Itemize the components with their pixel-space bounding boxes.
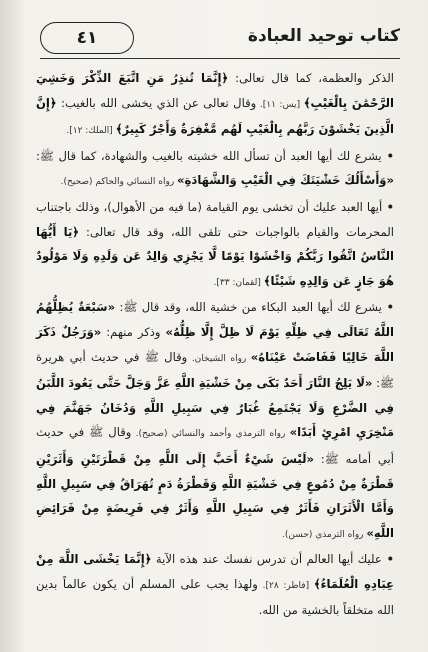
body-text: الذكر والعظمة، كما قال تعالى: [228,71,394,85]
quote-text: ﴿إِنَّمَا تُنذِرُ مَنِ اتَّبَعَ الذِّكْرَ وَخَشِيَ الرَّحْمَٰنَ بِالْغَيْبِ﴾ [36,71,394,110]
page-header [40,22,400,56]
body-text: يشرع لك أيها العبد البكاء من خشية الله، وقد قال ﷺ: [115,300,382,315]
body-text: عليك أيها العالم أن تدرس نفسك عند هذه الآية [151,552,382,567]
quote-text: «سَبْعَةٌ يُظِلُّهُمُ اللَّهُ تَعَالَى فِي ظِلِّهِ يَوْمَ لَا ظِلَّ إِلَّا ظِلُّهُ» [36,300,394,339]
citation: [الملك: ١٢]. [66,126,116,137]
quote-text: «لَا يَلِجُ النَّارَ أَحَدٌ بَكَى مِنْ خَشْيَةِ اللَّهِ عَزَّ وَجَلَّ حَتَّى يَعُودَ اللَّبَنُ فِي الضَّرْعِ وَلَا يَجْتَمِعُ غُبَارٌ فِي سَبِيلِ اللَّهِ وَدُخَانُ جَهَنَّمَ فِي مَنْخِرَيِ امْرِئٍ أَبَدًا» [36,376,395,440]
page-number: ٤١ [40,22,134,54]
quote-text: «وَأَسْأَلُكَ خَشْيَتَكَ فِي الْغَيْبِ وَالشَّهَادَةِ» [177,173,394,188]
citation: رواه الترمذي (حسن). [282,529,367,540]
paragraph-p5 [36,547,394,623]
body-text: أيها العبد عليك أن تخشى يوم القيامة (ما فيه من الأهوال)، وذلك باجتناب المحرمات والقيام بالواجبات حتى تلقى الله، وقد قال تعالى: [36,199,395,239]
quote-text: ﴿إِنَّمَا يَخْشَى اللَّهَ مِنْ عِبَادِهِ الْعُلَمَاءُ﴾ [36,552,394,591]
paragraph-p1 [36,66,394,144]
citation: [يس: ١١]. [256,99,304,110]
quote-text: «لَيْسَ شَيْءٌ أَحَبَّ إِلَى اللَّهِ مِنْ قَطْرَتَيْنِ وَأَثَرَيْنِ قَطْرَةٌ مِنْ دُمُوعٍ فِي خَشْيَةِ اللَّهِ وَقَطْرَةُ دَمٍ تُهَرَاقُ فِي سَبِيلِ اللَّهِ وَأَمَّا الْأَثَرَانِ فَأَثَرٌ فِي سَبِيلِ اللَّهِ وَأَثَرٌ فِي فَرِيضَةٍ مِنْ فَرَائِضِ اللَّهِ» [36,451,394,540]
body-text: وذكر منهم: [101,324,166,339]
header-divider [40,58,400,59]
quote-text: ﴿يَا أَيُّهَا النَّاسُ اتَّقُوا رَبَّكُمْ وَاخْشَوْا يَوْمًا لَّا يَجْزِي وَالِدٌ عَن وَلَدِهِ وَلَا مَوْلُودٌ هُوَ جَازٍ عَن وَالِدِهِ شَيْئًا﴾ [36,224,394,288]
quote-text: «وَرَجُلٌ ذَكَرَ اللَّهَ خَالِيًا فَفَاضَتْ عَيْنَاهُ» [36,324,394,364]
paragraph-p4 [36,295,394,547]
page-body [36,66,394,623]
citation: رواه النسائي والحاكم (صحيح). [60,177,178,188]
citation: رواه الترمذي وأحمد والنسائي (صحيح). [131,429,290,440]
paragraph-p3 [36,195,394,295]
citation: [لقمان: ٣٣]. [213,277,264,288]
body-text: ولهذا يجب على المسلم أن يكون عالماً بدين الله متخلقاً بالخشية من الله. [36,576,394,618]
body-text: وقال ﷺ في حديث أبي أمامه ﷺ: [36,425,395,466]
body-text: وقال ﷺ في حديث أبي هريرة ﷺ: [36,349,394,391]
citation: رواه الشيخان. [187,353,251,364]
body-text: وقال تعالى عن الذي يخشى الله بالغيب: [56,95,257,110]
book-title: كتاب توحيد العبادة [247,26,400,46]
paragraph-p2 [36,144,394,195]
quote-text: ﴿إِنَّ الَّذِينَ يَخْشَوْنَ رَبَّهُم بِالْغَيْبِ لَهُم مَّغْفِرَةٌ وَأَجْرٌ كَبِيرٌ﴾ [36,95,394,137]
body-text: يشرع لك أيها العبد أن تسأل الله خشيته بالغيب والشهادة، كما قال ﷺ: [36,148,382,163]
citation: [فاطر: ٢٨]. [257,580,314,591]
